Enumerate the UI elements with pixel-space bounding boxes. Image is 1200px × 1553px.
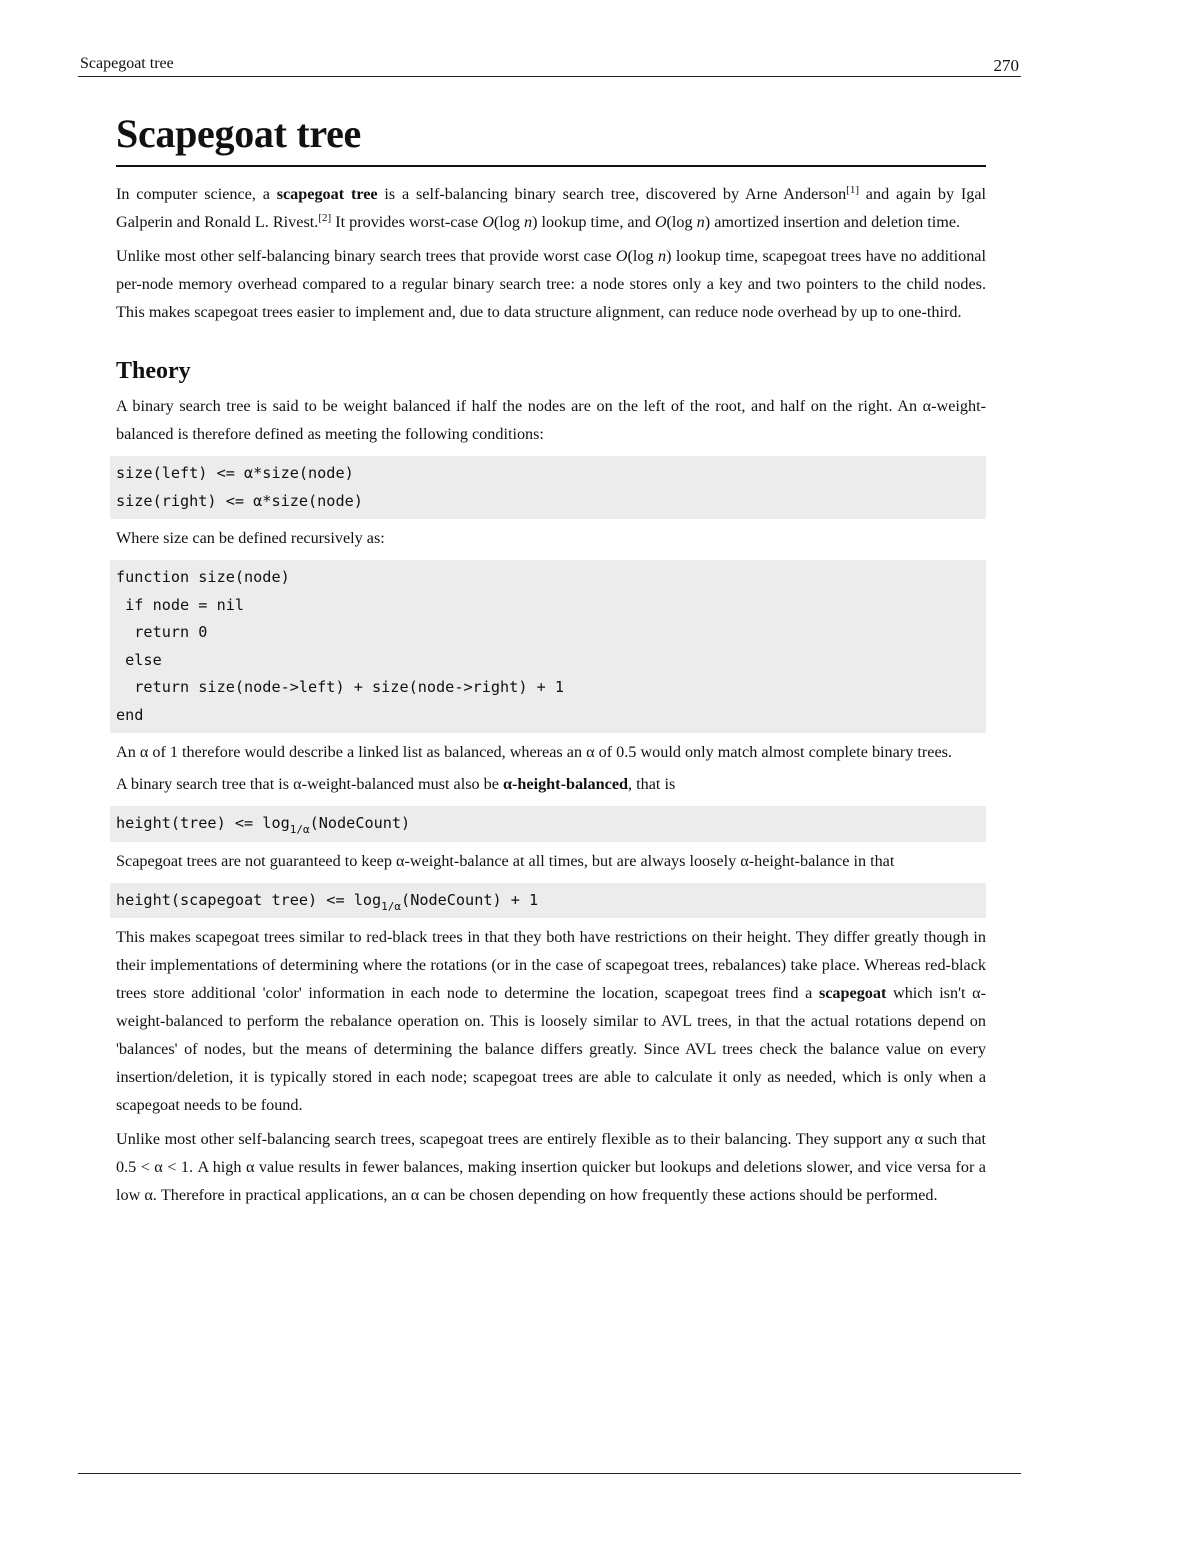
article-title: Scapegoat tree [116,108,986,167]
theory-paragraph-2: Where size can be defined recursively as: [116,529,385,547]
citation-link-2[interactable]: [2] [318,212,332,224]
section-heading-theory: Theory [116,358,191,384]
intro-paragraph-1: In computer science, a scapegoat tree is a self-balancing binary search tree, discovered by Arne Anderson[1] and again by Igal Galperin and Ronald L. Rivest.[2] It provides worst-case O(log n) lookup time, and O(log n) amortized insertion and deletion time. [116,184,987,231]
article-body [116,108,986,1209]
term-alpha-height-balanced: α-height-balanced [502,775,629,793]
code-block-scapegoat-height-bound: height(scapegoat tree) <= $\log_{1/\alpha}(NodeCount) + 1$ [110,883,986,919]
intro-paragraph-2: Unlike most other self-balancing binary search trees that provide worst case O(log n) lookup time, scapegoat trees have no additional per-node memory overhead compared to a regular binary search tree: a node stores only a key and two pointers to the child nodes. This makes scapegoat trees easier to implement and, due to data structure alignment, can reduce node overhead by up to one-third. [116,247,986,321]
term-scapegoat: scapegoat [818,984,887,1002]
running-header-title: Scapegoat tree [80,55,174,72]
term-scapegoat-tree: scapegoat tree [276,185,378,203]
code-block-size-function: function size(node) if node = nil return 0 else return size(node->left) + size(node->right) + 1 end [110,560,986,733]
theory-paragraph-5: Scapegoat trees are not guaranteed to keep α-weight-balance at all times, but are always loosely α-height-balance in that [116,851,895,870]
page-number: 270 [993,56,1019,75]
code-block-weight-conditions: size(left) <= α*size(node) size(right) <= α*size(node) [110,456,986,519]
theory-paragraph-3: An α of 1 therefore would describe a linked list as balanced, whereas an α of 0.5 would only match almost complete binary trees. [116,743,952,761]
theory-paragraph-1: A binary search tree is said to be weight balanced if half the nodes are on the left of the root, and half on the right. An α-weight-balanced is therefore defined as meeting the following conditions: [116,397,986,443]
footer-rule [78,1473,1021,1474]
theory-paragraph-6: This makes scapegoat trees similar to red-black trees in that they both have restrictions on their height. They differ greatly though in their implementations of determining where the rotations (or in the case of scapegoat trees, rebalances) take place. Whereas red-black trees store additional 'color' information in each node to determine the location, scapegoat trees find a scapegoat which isn't α-weight-balanced to perform the rebalance operation on. This is loosely similar to AVL trees, in that the actual rotations depend on 'balances' of nodes, but the means of determining the balance differs greatly. Since AVL trees check the balance value on every insertion/deletion, it is typically stored in each node; scapegoat trees are able to calculate it only as needed, which is only when a scapegoat needs to be found. [116,928,986,1114]
theory-paragraph-4: A binary search tree that is α-weight-balanced must also be α-height-balanced, that is [116,775,676,793]
citation-link-1[interactable]: [1] [846,184,859,196]
running-header [78,54,1021,77]
theory-paragraph-7: Unlike most other self-balancing search trees, scapegoat trees are entirely flexible as to their balancing. They support any α such that 0.5 < α < 1. A high α value results in fewer balances, making insertion quicker but lookups and deletions slower, and vice versa for a low α. Therefore in practical applications, an α can be chosen depending on how frequently these actions should be performed. [116,1130,986,1204]
code-block-height-bound: height(tree) <= $\log_{1/\alpha}(NodeCount)$ [110,806,986,842]
